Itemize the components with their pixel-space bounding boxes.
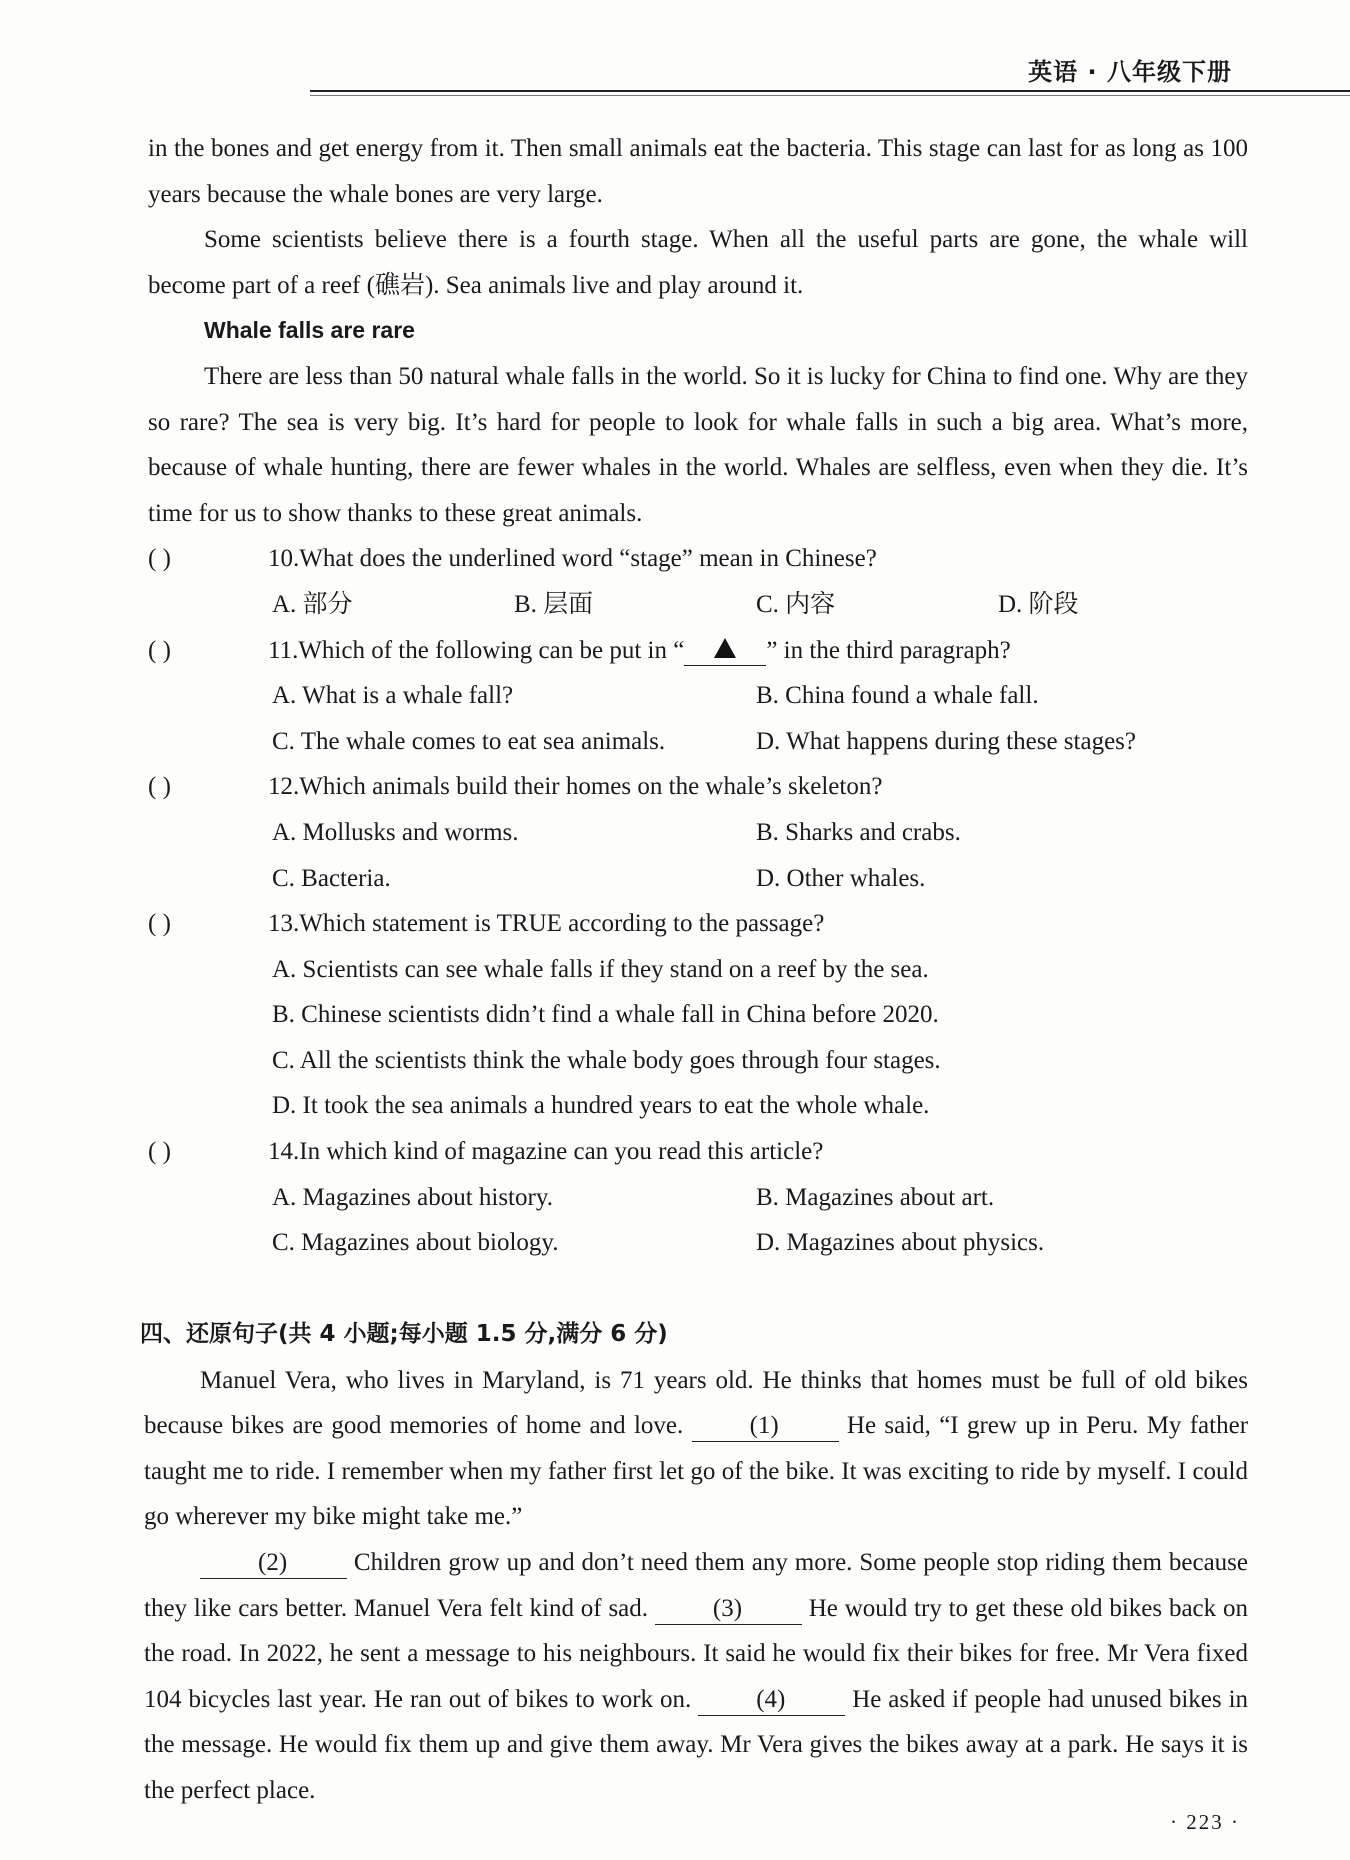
question-text: 11.Which of the following can be put in “ ” in the third paragraph? <box>268 636 1011 664</box>
placeholder-blank <box>684 637 766 666</box>
passage-subheading: Whale falls are rare <box>204 317 415 344</box>
blank-3[interactable]: (3) <box>655 1594 802 1625</box>
option-c[interactable]: C. Bacteria. <box>272 864 391 892</box>
passage-paragraph-1: in the bones and get energy from it. Then small animals eat the bacteria. This stage can last for as long as 100 years because the whale bones are very large. <box>148 135 1248 208</box>
question-11 <box>148 628 1248 674</box>
section-heading: 四、还原句子(共 4 小题;每小题 1.5 分,满分 6 分) <box>140 1321 668 1347</box>
option-b[interactable]: B. Sharks and crabs. <box>756 818 961 846</box>
option-d[interactable]: D. Magazines about physics. <box>756 1229 1045 1257</box>
page-number: · 223 · <box>1170 1810 1240 1834</box>
option-d[interactable]: D. It took the sea animals a hundred years to eat the whole whale. <box>272 1092 930 1120</box>
question-14-options <box>148 1175 1248 1266</box>
option-b[interactable]: B. Chinese scientists didn’t find a whale fall in China before 2020. <box>272 1001 939 1029</box>
option-c[interactable]: C. All the scientists think the whale body goes through four stages. <box>272 1046 941 1074</box>
question-10-options <box>148 582 1248 628</box>
header-title: 英语 · 八年级下册 <box>1028 58 1232 86</box>
passage-paragraph-3: There are less than 50 natural whale falls in the world. So it is lucky for China to find one. Why are they so rare? The sea is very big. It’s hard for people to look for whale falls in such a big area. What’s more, because of whale hunting, there are fewer whales in the world. Whales are selfless, even when they die. It’s time for us to show thanks to these great animals. <box>148 362 1248 527</box>
sentence-restore-section <box>140 1312 1249 1814</box>
page-header <box>0 0 1350 92</box>
answer-bracket[interactable]: ( ) <box>148 1138 171 1166</box>
option-b[interactable]: B. China found a whale fall. <box>756 682 1039 710</box>
question-text: 10.What does the underlined word “stage” mean in Chinese? <box>268 545 877 573</box>
question-10 <box>148 536 1248 582</box>
option-c[interactable]: C. The whale comes to eat sea animals. <box>272 727 666 755</box>
reading-section <box>148 126 1248 1266</box>
option-a[interactable]: A. Magazines about history. <box>272 1183 553 1211</box>
option-a[interactable]: A. 部分 <box>272 590 353 618</box>
option-b[interactable]: B. 层面 <box>514 590 594 618</box>
option-a[interactable]: A. Scientists can see whale falls if they stand on a reef by the sea. <box>272 955 929 983</box>
option-d[interactable]: D. Other whales. <box>756 864 926 892</box>
question-text: 14.In which kind of magazine can you read this article? <box>268 1138 824 1166</box>
option-b[interactable]: B. Magazines about art. <box>756 1183 995 1211</box>
header-rule-thin <box>310 95 1350 96</box>
header-rule <box>310 90 1350 92</box>
option-a[interactable]: A. Mollusks and worms. <box>272 818 519 846</box>
blank-2[interactable]: (2) <box>200 1548 347 1579</box>
answer-bracket[interactable]: ( ) <box>148 910 171 938</box>
answer-bracket[interactable]: ( ) <box>148 636 171 664</box>
blank-4[interactable]: (4) <box>698 1685 845 1716</box>
answer-bracket[interactable]: ( ) <box>148 545 171 573</box>
question-13 <box>148 901 1248 947</box>
passage-paragraph-2: Some scientists believe there is a fourth stage. When all the useful parts are gone, the whale will become part of a reef (礁岩). Sea animals live and play around it. <box>148 226 1248 299</box>
question-11-options <box>148 673 1248 764</box>
question-12 <box>148 764 1248 810</box>
question-13-options <box>148 947 1248 1129</box>
blank-1[interactable]: (1) <box>692 1411 839 1442</box>
option-a[interactable]: A. What is a whale fall? <box>272 682 514 710</box>
option-c[interactable]: C. Magazines about biology. <box>272 1229 559 1257</box>
question-text: 13.Which statement is TRUE according to the passage? <box>268 910 825 938</box>
question-12-options <box>148 810 1248 901</box>
cloze-paragraph-1: Manuel Vera, who lives in Maryland, is 71 years old. He thinks that homes must be full of old bikes because bikes are good memories of home and love. (1) He said, “I grew up in Peru. My father taught me to ride. I remember when my father first let go of the bike. It was exciting to ride by myself. I could go wherever my bike might take me.” <box>144 1366 1249 1531</box>
cloze-paragraph-2: (2) Children grow up and don’t need them any more. Some people stop riding them because they like cars better. Manuel Vera felt kind of sad. (3) He would try to get these old bikes back on the road. In 2022, he sent a message to his neighbours. It said he would fix their bikes for free. Mr Vera fixed 104 bicycles last year. He ran out of bikes to work on. (4) He asked if people had unused bikes in the message. He would fix them up and give them away. Mr Vera gives the bikes away at a park. He says it is the perfect place. <box>144 1548 1249 1804</box>
question-text: 12.Which animals build their homes on the whale’s skeleton? <box>268 773 883 801</box>
triangle-icon <box>714 638 736 658</box>
answer-bracket[interactable]: ( ) <box>148 773 171 801</box>
option-c[interactable]: C. 内容 <box>756 590 836 618</box>
option-d[interactable]: D. What happens during these stages? <box>756 727 1136 755</box>
option-d[interactable]: D. 阶段 <box>998 590 1079 618</box>
question-14 <box>148 1129 1248 1175</box>
